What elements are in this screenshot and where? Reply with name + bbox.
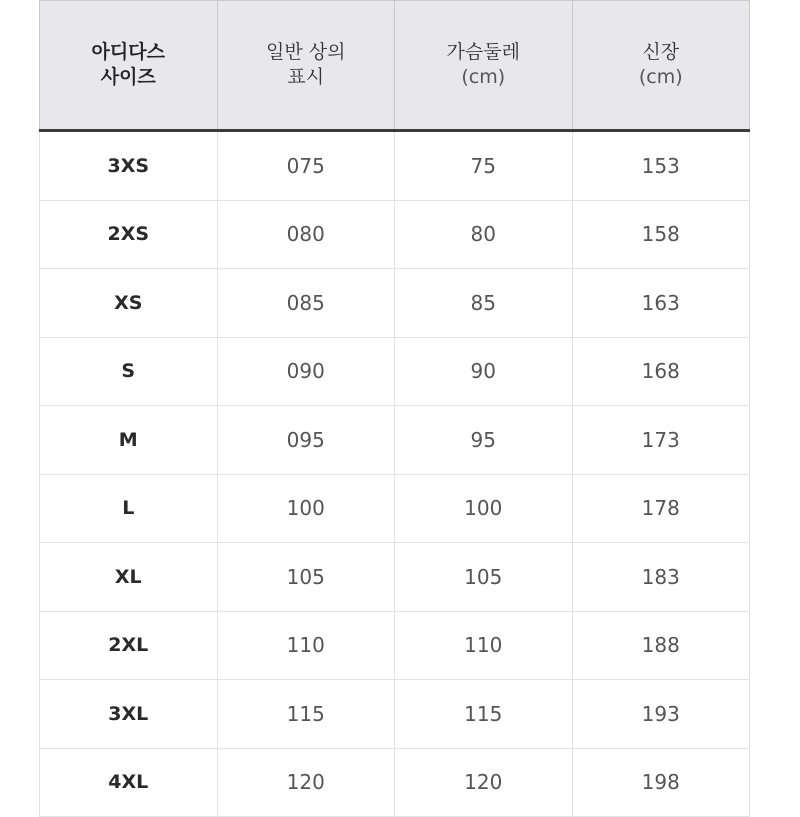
cell-height: 178 [572, 474, 750, 543]
cell-size: 3XL [40, 680, 218, 749]
cell-chest: 110 [395, 611, 573, 680]
cell-chest: 105 [395, 543, 573, 612]
header-general-top-label-line2: 표시 [287, 66, 325, 88]
header-general-top-label-line1: 일반 상의 [266, 41, 346, 63]
cell-label: 105 [217, 543, 395, 612]
header-adidas-size-line2: 사이즈 [100, 66, 156, 88]
cell-label: 090 [217, 337, 395, 406]
cell-height: 173 [572, 406, 750, 475]
header-general-top-label [217, 1, 395, 131]
size-chart [39, 0, 749, 817]
cell-label: 100 [217, 474, 395, 543]
header-chest-unit: (cm) [461, 66, 506, 88]
cell-chest: 120 [395, 748, 573, 817]
table-row [40, 748, 750, 817]
table-row [40, 543, 750, 612]
cell-label: 120 [217, 748, 395, 817]
cell-size: XS [40, 269, 218, 338]
header-height-line1: 신장 [642, 41, 680, 63]
table-row [40, 200, 750, 269]
cell-chest: 80 [395, 200, 573, 269]
cell-label: 085 [217, 269, 395, 338]
cell-height: 193 [572, 680, 750, 749]
table-row [40, 680, 750, 749]
header-height [572, 1, 750, 131]
cell-height: 163 [572, 269, 750, 338]
cell-chest: 90 [395, 337, 573, 406]
cell-size: 3XS [40, 131, 218, 201]
header-adidas-size-line1: 아디다스 [91, 41, 165, 63]
cell-label: 095 [217, 406, 395, 475]
cell-chest: 100 [395, 474, 573, 543]
cell-height: 198 [572, 748, 750, 817]
table-body [40, 131, 750, 817]
cell-size: 2XL [40, 611, 218, 680]
cell-height: 153 [572, 131, 750, 201]
header-height-unit: (cm) [638, 66, 683, 88]
cell-label: 110 [217, 611, 395, 680]
cell-size: 4XL [40, 748, 218, 817]
cell-label: 075 [217, 131, 395, 201]
cell-size: XL [40, 543, 218, 612]
cell-label: 080 [217, 200, 395, 269]
header-chest-line1: 가슴둘레 [446, 41, 520, 63]
cell-height: 188 [572, 611, 750, 680]
cell-chest: 85 [395, 269, 573, 338]
table-header [40, 1, 750, 131]
cell-chest: 95 [395, 406, 573, 475]
cell-label: 115 [217, 680, 395, 749]
cell-chest: 75 [395, 131, 573, 201]
cell-height: 158 [572, 200, 750, 269]
cell-size: L [40, 474, 218, 543]
table-row [40, 337, 750, 406]
header-chest [395, 1, 573, 131]
table-row [40, 406, 750, 475]
cell-height: 183 [572, 543, 750, 612]
cell-chest: 115 [395, 680, 573, 749]
cell-height: 168 [572, 337, 750, 406]
table-row [40, 269, 750, 338]
cell-size: S [40, 337, 218, 406]
header-adidas-size [40, 1, 218, 131]
table-row [40, 474, 750, 543]
table-row [40, 611, 750, 680]
size-table [39, 0, 750, 817]
cell-size: M [40, 406, 218, 475]
table-row [40, 131, 750, 201]
cell-size: 2XS [40, 200, 218, 269]
header-row [40, 1, 750, 131]
